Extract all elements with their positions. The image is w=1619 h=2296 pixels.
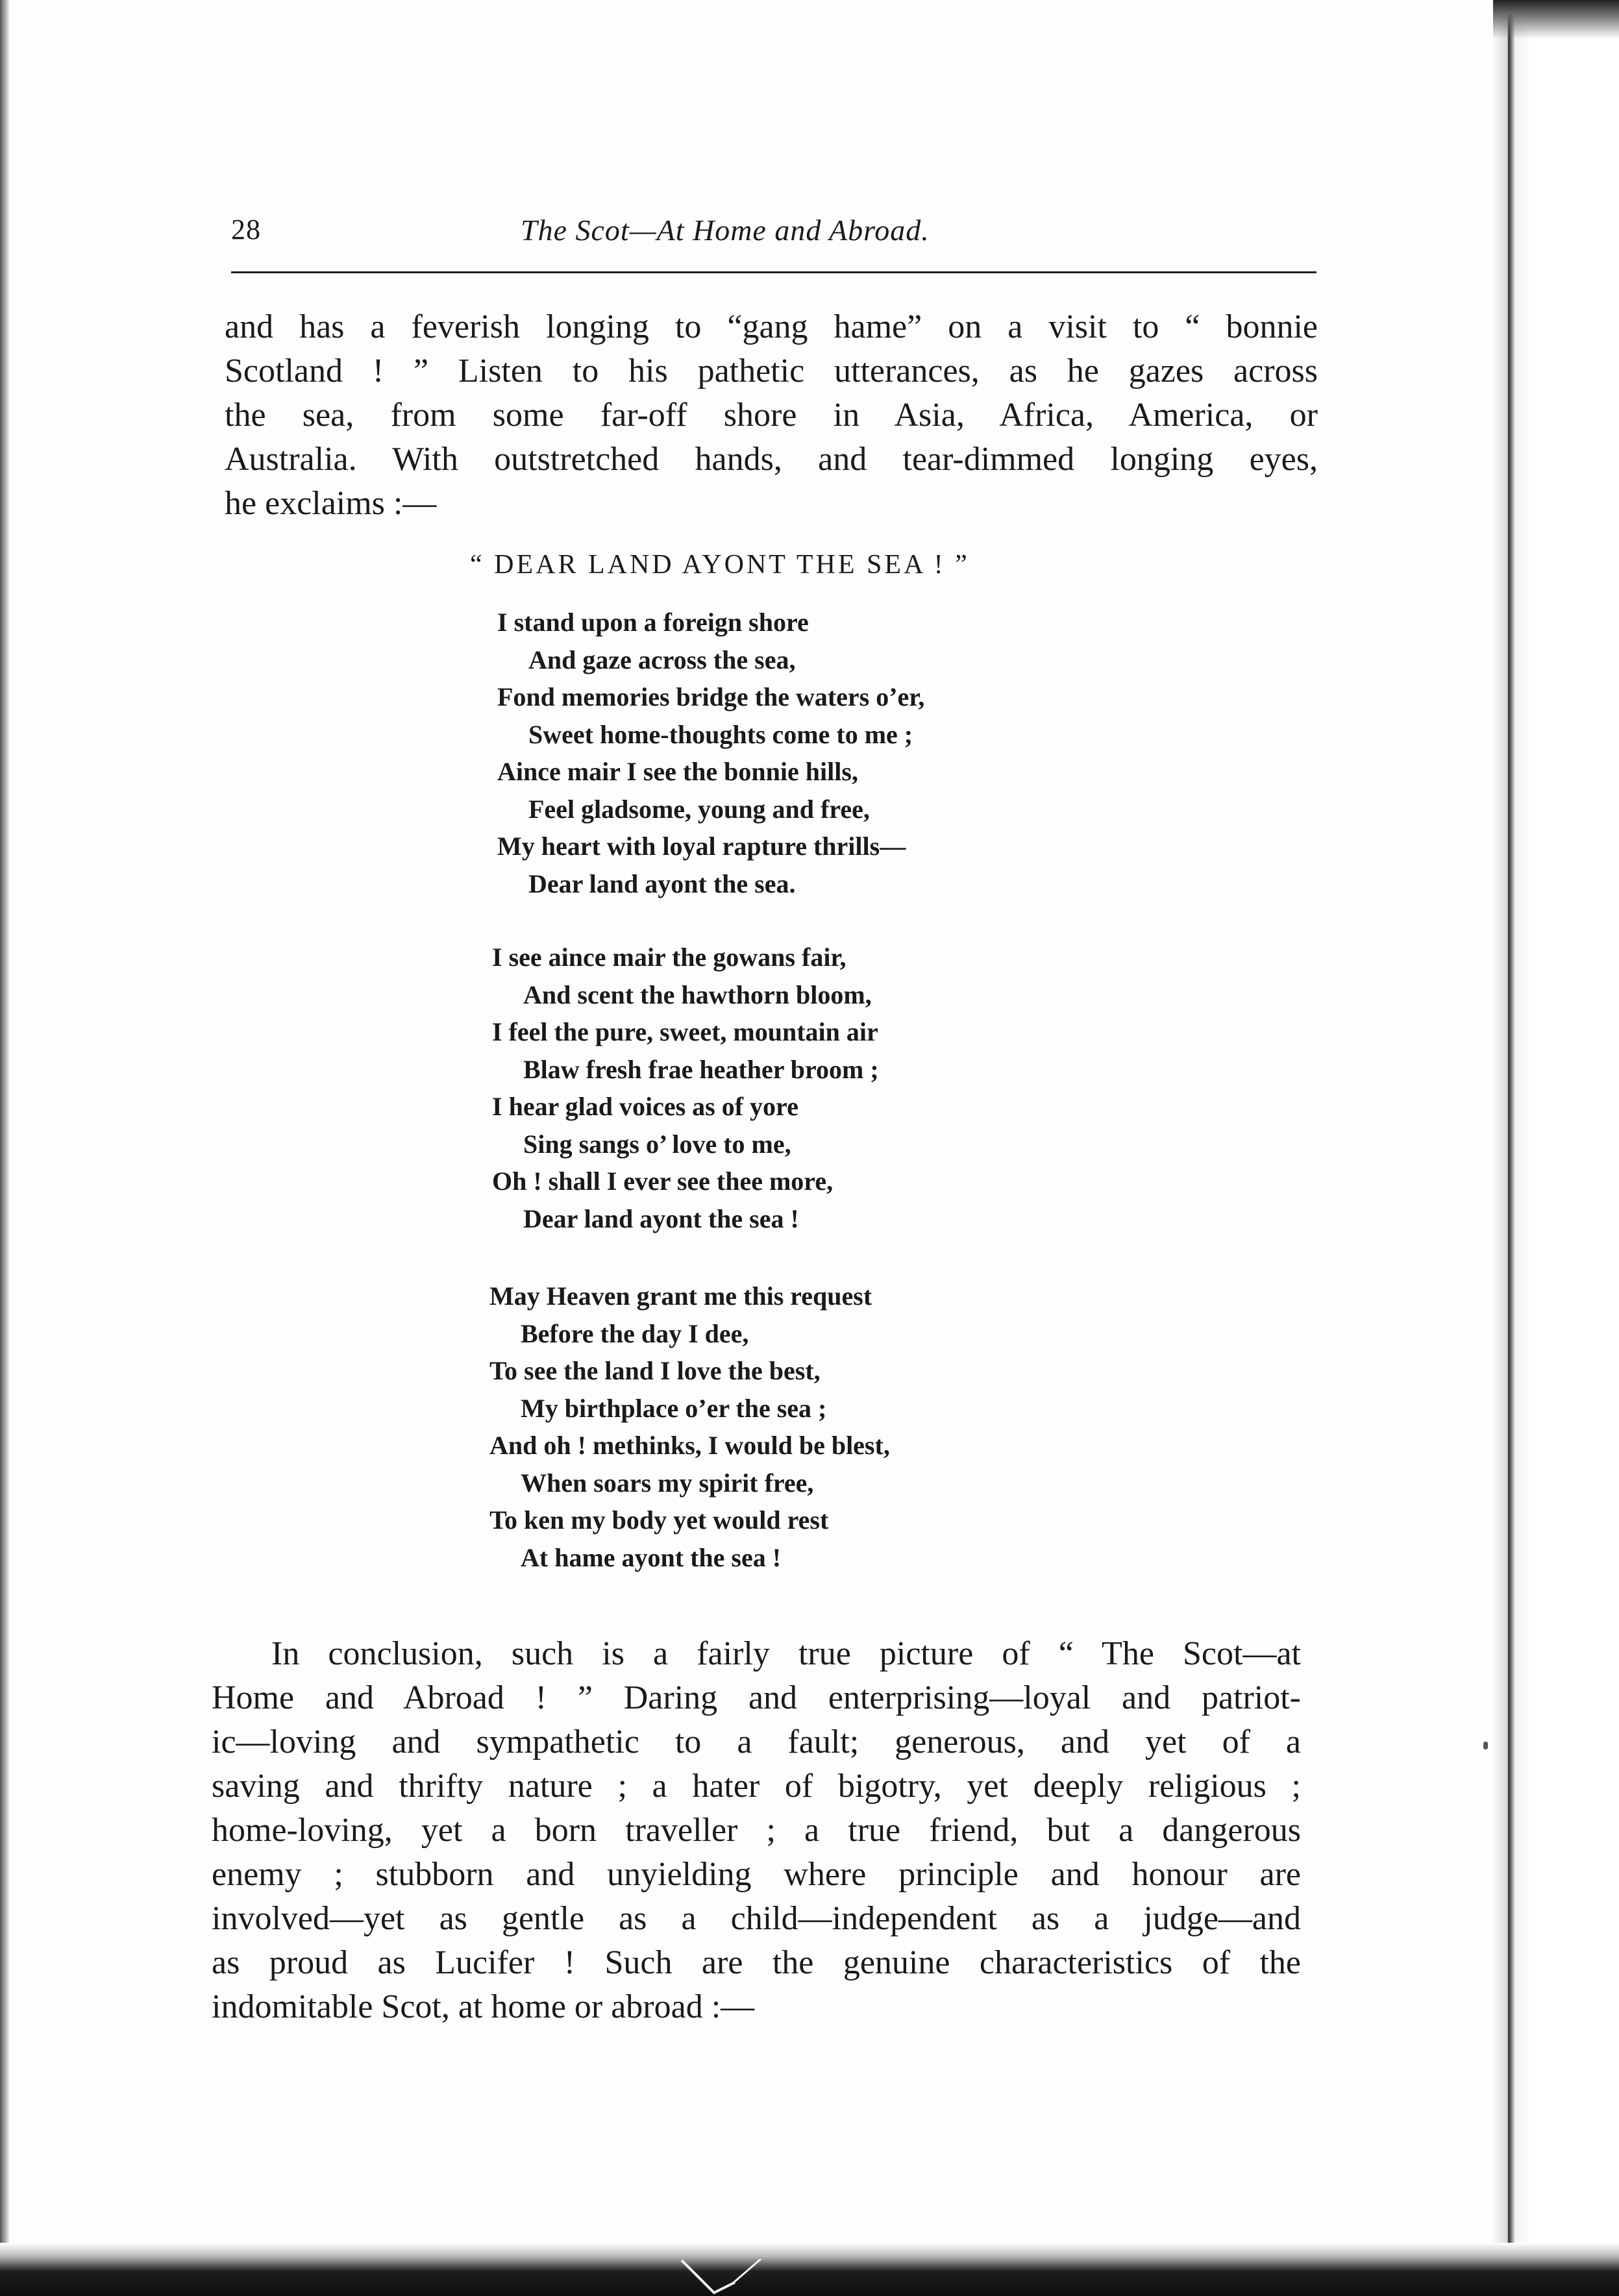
poem-line: My heart with loyal rapture thrills—	[497, 832, 906, 861]
poem-line: Dear land ayont the sea.	[528, 869, 796, 898]
poem-line: My birthplace o’er the sea ;	[521, 1393, 827, 1423]
poem-stanza	[492, 939, 879, 1237]
poem-line: To see the land I love the best,	[489, 1356, 821, 1385]
closing-line: indomitable Scot, at home or abroad :—	[212, 1988, 755, 2025]
poem-stanza	[497, 604, 924, 902]
closing-line: In conclusion, such is a fairly true picture of “ The Scot—at	[271, 1635, 1301, 1672]
poem-line: I stand upon a foreign shore	[497, 608, 809, 637]
poem-line: And gaze across the sea,	[528, 645, 796, 674]
header-rule	[231, 271, 1316, 273]
poem-line: And oh ! methinks, I would be blest,	[489, 1431, 890, 1460]
poem-stanza	[489, 1278, 890, 1576]
intro-line: Australia. With outstretched hands, and tear-dimmed longing eyes,	[225, 441, 1318, 478]
poem-line: And scent the hawthorn bloom,	[523, 980, 872, 1009]
intro-line: he exclaims :—	[225, 485, 437, 522]
intro-line: the sea, from some far-off shore in Asia, Africa, America, or	[225, 397, 1318, 434]
closing-line: Home and Abroad ! ” Daring and enterprising—loyal and patriot-	[212, 1679, 1301, 1716]
poem-line: I feel the pure, sweet, mountain air	[492, 1017, 878, 1046]
page-number: 28	[231, 214, 261, 245]
poem-line: Dear land ayont the sea !	[523, 1204, 799, 1233]
closing-line: ic—loving and sympathetic to a fault; generous, and yet of a	[212, 1723, 1301, 1760]
closing-line: involved—yet as gentle as a child—independent as a judge—and	[212, 1900, 1301, 1937]
poem-line: Fond memories bridge the waters o’er,	[497, 682, 925, 711]
poem-line: Feel gladsome, young and free,	[528, 794, 870, 824]
closing-line: enemy ; stubborn and unyielding where principle and honour are	[212, 1856, 1301, 1893]
poem-line: I hear glad voices as of yore	[492, 1092, 798, 1121]
poem-title: “ DEAR LAND AYONT THE SEA ! ”	[470, 550, 970, 580]
closing-line: saving and thrifty nature ; a hater of bigotry, yet deeply religious ;	[212, 1768, 1301, 1805]
intro-paragraph	[225, 305, 1318, 526]
poem-line: When soars my spirit free,	[521, 1468, 814, 1498]
closing-paragraph	[212, 1632, 1301, 2029]
poem-line: Sing sangs o’ love to me,	[523, 1129, 791, 1159]
running-title: The Scot—At Home and Abroad.	[521, 214, 930, 247]
scan-mark	[675, 2258, 772, 2296]
poem-line: To ken my body yet would rest	[489, 1505, 829, 1535]
poem-line: Oh ! shall I ever see thee more,	[492, 1167, 834, 1196]
poem-line: At hame ayont the sea !	[521, 1542, 782, 1572]
poem-line: May Heaven grant me this request	[489, 1281, 872, 1311]
scan-edge-right	[1493, 0, 1619, 2296]
poem-line: Blaw fresh frae heather broom ;	[523, 1054, 879, 1084]
intro-line: and has a feverish longing to “gang hame” on a visit to “ bonnie	[225, 308, 1318, 345]
poem-line: Aince mair I see the bonnie hills,	[497, 757, 858, 786]
closing-line: home-loving, yet a born traveller ; a true friend, but a dangerous	[212, 1812, 1301, 1849]
closing-line: as proud as Lucifer ! Such are the genuine characteristics of the	[212, 1944, 1301, 1981]
binding-edge	[0, 0, 9, 2296]
scan-edge-right-top	[1493, 0, 1619, 39]
running-head	[231, 206, 1316, 258]
scan-edge-bottom	[0, 2243, 1619, 2296]
intro-line: Scotland ! ” Listen to his pathetic utterances, as he gazes across	[225, 352, 1318, 389]
poem-line: I see aince mair the gowans fair,	[492, 943, 847, 972]
poem-line: Before the day I dee,	[521, 1318, 749, 1348]
scan-speck	[1483, 1742, 1488, 1749]
poem-line: Sweet home-thoughts come to me ;	[528, 719, 913, 749]
